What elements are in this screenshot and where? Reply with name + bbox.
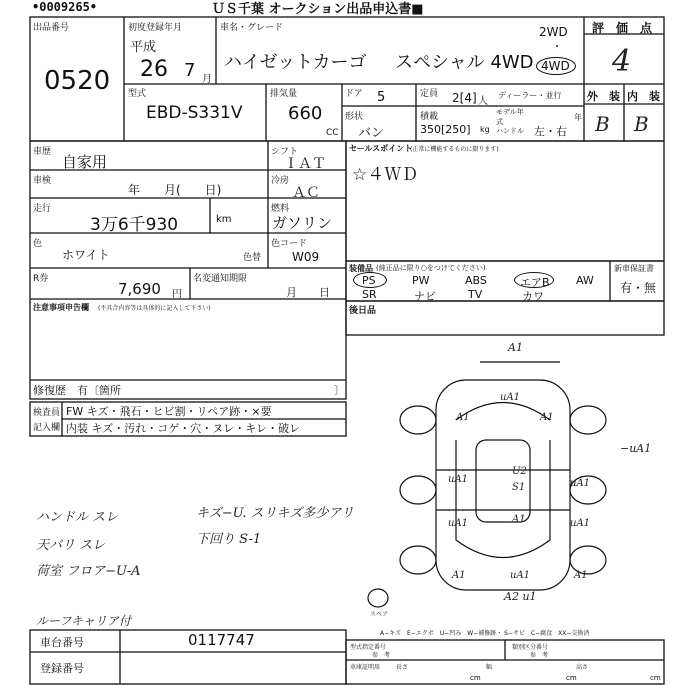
width-unit: cm xyxy=(566,674,577,682)
mark-left-door-2: uA1 xyxy=(448,518,469,529)
score-label: 評 価 点 xyxy=(592,21,653,35)
sales-point-sub: (正常に機能するものに限ります) xyxy=(410,146,499,153)
displacement-value: 660 xyxy=(288,103,323,124)
color-value: ホワイト xyxy=(62,248,110,262)
listing-no-label: 出品番号 xyxy=(33,23,70,33)
mark-left-door-1: uA1 xyxy=(448,474,469,485)
chassis-label: 車台番号 xyxy=(40,636,84,649)
exterior-value: B xyxy=(595,112,610,136)
drive-dot: ・ xyxy=(552,42,562,53)
width-label: 幅 xyxy=(486,664,493,671)
color-change-label: 色替 xyxy=(243,253,262,263)
warranty-label: 新車保証書 xyxy=(614,264,654,273)
capacity-value: 2[4] xyxy=(452,91,477,105)
displacement-unit: CC xyxy=(326,128,339,138)
mark-right-rear: A1 xyxy=(574,570,588,581)
color-code-value: W09 xyxy=(292,250,320,264)
category-label: 類別区分番号 xyxy=(512,644,549,651)
note-underbody: 下回り S-1 xyxy=(196,532,262,547)
model-designation-label: 型式指定番号 xyxy=(350,644,387,651)
mark-right-door-2: uA1 xyxy=(570,518,591,529)
inspector-row-1: FW キズ・飛石・ヒビ割・リペア跡・×要 xyxy=(66,405,272,418)
mark-center-lower: A1 xyxy=(512,514,526,525)
inspector-label-1: 検査員 xyxy=(33,408,61,418)
sales-point-value: ☆４ＷＤ xyxy=(352,165,419,185)
color-code-label: 色コード xyxy=(271,239,308,249)
shape-value: バン xyxy=(358,126,385,141)
mark-center: U2 xyxy=(512,466,527,477)
mark-center-2: S1 xyxy=(512,482,526,493)
after-sale-label: 後日品 xyxy=(349,306,377,316)
drive-2wd: 2WD xyxy=(539,25,568,39)
mark-left-front: A1 xyxy=(456,412,470,423)
era: 平成 xyxy=(130,40,157,55)
equipment-sr: SR xyxy=(362,288,377,301)
sales-point-label: セールスポイント xyxy=(349,144,413,153)
ref-2: 参 考 xyxy=(530,652,549,659)
equipment-airbag: エアB xyxy=(520,276,550,289)
capacity-label: 定員 xyxy=(420,89,439,99)
ref-1: 参 考 xyxy=(372,652,391,659)
form-serial-number: •0009265• xyxy=(32,0,98,14)
reg-month: 7 xyxy=(184,60,196,81)
equipment-tv: TV xyxy=(468,288,483,301)
katashiki-label: 型式 xyxy=(128,89,147,99)
recycle-label: R券 xyxy=(33,274,49,284)
shift-value: ＩＡＴ xyxy=(284,156,326,172)
displacement-label: 排気量 xyxy=(270,89,298,99)
model-label: 車名・グレード xyxy=(220,23,284,33)
equipment-leather: カワ xyxy=(522,290,544,303)
inspection-label: 車検 xyxy=(33,176,52,186)
name-change-value: 月 日 xyxy=(286,286,330,299)
katashiki-value: EBD-S331V xyxy=(146,103,243,123)
note-cargo: 荷室 フロア−U-A xyxy=(36,564,141,579)
model-year-unit: 年 xyxy=(574,113,582,122)
mark-back: A2 u1 xyxy=(504,590,537,603)
note-scratches: キズ−U. スリキズ多少アリ xyxy=(196,506,354,521)
length-unit: cm xyxy=(470,674,481,682)
history-value: 自家用 xyxy=(62,153,108,171)
inspector-row-2: 内装 キズ・汚れ・コゲ・穴・ヌレ・キレ・破レ xyxy=(66,422,301,435)
door-label: ドア xyxy=(345,89,363,99)
notes-label: 注意事項申告欄 xyxy=(33,303,89,312)
shift-label: シフト xyxy=(271,147,299,157)
mark-right-front: A1 xyxy=(540,412,554,423)
reg-month-unit: 月 xyxy=(202,74,212,85)
equipment-sub: (純正品に限り○をつけてください) xyxy=(376,264,486,272)
note-roof-carrier: ルーフキャリア付 xyxy=(36,614,131,628)
mark-right-side: −uA1 xyxy=(620,442,652,455)
name-change-label: 名変通知期限 xyxy=(193,274,248,284)
repair-label: 修復歴 有〔箇所 xyxy=(33,384,121,397)
history-label: 車歴 xyxy=(33,147,52,157)
mileage-label: 走行 xyxy=(33,204,52,214)
equipment-aw: AW xyxy=(576,274,594,287)
mark-hood: uA1 xyxy=(500,392,521,403)
form-title: ＵＳ千葉 オークション出品申込書■ xyxy=(212,2,424,17)
note-handle: ハンドル スレ xyxy=(36,510,119,525)
note-ceiling: 天バリ スレ xyxy=(36,538,106,553)
mileage-value: 3万6千930 xyxy=(90,215,179,235)
load-value: 350[250] xyxy=(420,123,471,136)
door-value: 5 xyxy=(377,90,386,105)
recycle-value: 7,690 xyxy=(118,280,161,298)
dealer-label: ディーラー・並行 xyxy=(498,91,562,100)
handle-value: 左・右 xyxy=(534,125,567,138)
mark-right-door-1: uA1 xyxy=(570,478,591,489)
recycle-unit: 円 xyxy=(172,289,182,300)
color-label: 色 xyxy=(33,239,43,249)
repair-close: 〕 xyxy=(334,384,345,397)
equipment-ps: PS xyxy=(362,274,376,287)
fuel-value: ガソリン xyxy=(272,214,333,232)
drive-4wd: 4WD xyxy=(541,59,570,73)
height-unit: cm xyxy=(650,674,661,682)
equipment-label: 装備品 xyxy=(349,264,373,273)
chassis-value: 0117747 xyxy=(188,631,255,649)
inspection-value: 年 月( 日) xyxy=(128,183,222,197)
reg-year: 26 xyxy=(140,57,168,82)
length-label: 長さ xyxy=(396,664,409,671)
mark-roof: A1 xyxy=(508,341,523,354)
model-year-label: モデル年式 xyxy=(496,108,524,126)
mark-left-rear: A1 xyxy=(452,570,466,581)
inspector-label-2: 記入欄 xyxy=(33,423,61,433)
height-label: 高さ xyxy=(576,664,589,671)
interior-label: 内 装 xyxy=(627,90,660,103)
interior-value: B xyxy=(634,112,649,136)
shape-label: 形状 xyxy=(345,112,364,122)
equipment-pw: PW xyxy=(412,274,430,287)
exterior-label: 外 装 xyxy=(587,90,620,103)
cert-label: 車庫証明用 xyxy=(350,664,381,671)
damage-legend: A−キズ E−エクボ U−凹み W−補修跡・ S−サビ C−腐食 XX−交換済 xyxy=(380,630,590,637)
listing-no-value: 0520 xyxy=(44,66,111,96)
mileage-unit: km xyxy=(216,214,232,225)
mark-rear: uA1 xyxy=(510,570,531,581)
ac-label: 冷房 xyxy=(271,176,290,186)
notes-sub: (不具合内容等は具体的に記入して下さい) xyxy=(98,305,211,312)
load-label: 積載 xyxy=(420,112,439,122)
ac-value: ＡＣ xyxy=(292,185,320,201)
load-unit: kg xyxy=(480,125,490,134)
fuel-label: 燃料 xyxy=(271,204,290,214)
first-reg-label: 初度登録年月 xyxy=(128,23,183,33)
warranty-value: 有・無 xyxy=(620,281,657,295)
handle-label: ハンドル xyxy=(496,127,524,135)
model-value: ハイゼットカーゴ xyxy=(224,52,367,73)
capacity-unit: 人 xyxy=(478,96,488,107)
mark-spare: スペア xyxy=(370,611,389,618)
equipment-navi: ナビ xyxy=(414,290,436,303)
score-value: 4 xyxy=(612,44,632,79)
equipment-abs: ABS xyxy=(465,274,487,287)
reg-label: 登録番号 xyxy=(40,662,84,675)
grade-value: スペシャル 4WD xyxy=(395,52,534,73)
